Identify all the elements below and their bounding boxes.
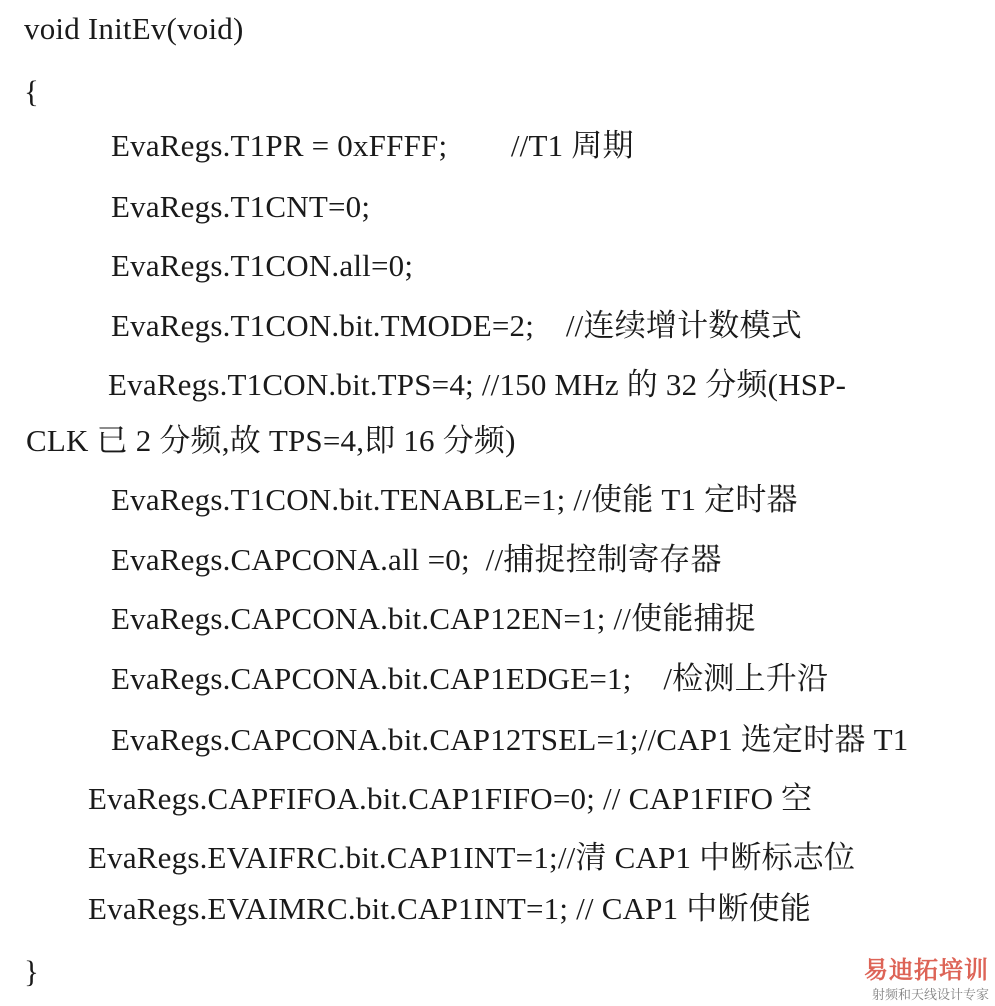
code-line-capcona-all: EvaRegs.CAPCONA.all =0; //捕捉控制寄存器 xyxy=(111,542,722,577)
code-line-cap12en: EvaRegs.CAPCONA.bit.CAP12EN=1; //使能捕捉 xyxy=(111,601,756,636)
code-line-t1con-all: EvaRegs.T1CON.all=0; xyxy=(111,248,414,283)
code-line-cap1fifo: EvaRegs.CAPFIFOA.bit.CAP1FIFO=0; // CAP1FIFO 空 xyxy=(88,781,813,816)
code-line-t1pr: EvaRegs.T1PR = 0xFFFF; //T1 周期 xyxy=(111,128,634,163)
code-line-t1con-tenable: EvaRegs.T1CON.bit.TENABLE=1; //使能 T1 定时器 xyxy=(111,482,798,517)
code-line-function-signature: void InitEv(void) xyxy=(24,11,244,46)
code-line-t1con-tmode: EvaRegs.T1CON.bit.TMODE=2; //连续增计数模式 xyxy=(111,308,802,343)
watermark-title: 易迪拓培训 xyxy=(864,956,989,984)
code-line-open-brace: { xyxy=(24,74,40,109)
code-line-evaifrc: EvaRegs.EVAIFRC.bit.CAP1INT=1;//清 CAP1 中断标志位 xyxy=(88,840,856,875)
code-line-close-brace: } xyxy=(24,954,40,989)
code-line-evaimrc: EvaRegs.EVAIMRC.bit.CAP1INT=1; // CAP1 中断使能 xyxy=(88,891,812,926)
code-line-t1con-tps: EvaRegs.T1CON.bit.TPS=4; //150 MHz 的 32 分频(HSP- xyxy=(108,367,847,402)
code-line-cap12tsel: EvaRegs.CAPCONA.bit.CAP12TSEL=1;//CAP1 选定时器 T1 xyxy=(111,722,909,757)
watermark-subtitle: 射频和天线设计专家 xyxy=(871,988,989,1003)
code-line-cap1edge: EvaRegs.CAPCONA.bit.CAP1EDGE=1; /检测上升沿 xyxy=(111,661,829,696)
code-line-t1cnt: EvaRegs.T1CNT=0; xyxy=(111,189,371,224)
code-line-tps-continuation: CLK 已 2 分频,故 TPS=4,即 16 分频) xyxy=(26,423,516,458)
